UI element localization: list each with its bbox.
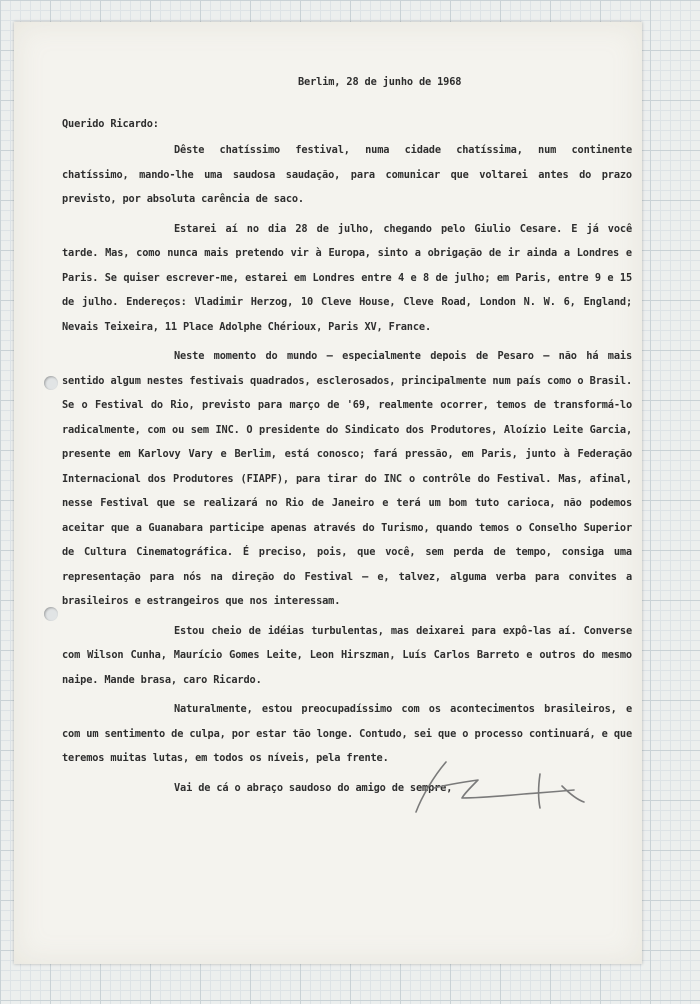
letter-sheet bbox=[14, 22, 642, 964]
letter-date: Berlim, 28 de junho de 1968 bbox=[298, 76, 462, 88]
letter-body bbox=[62, 70, 632, 800]
paragraph-festival: Dêste chatíssimo festival, numa cidade chatíssima, num continente chatíssimo, mando-lhe uma saudosa saudação, para comunicar que voltarei antes do prazo previsto, por absoluta carência de saco. bbox=[62, 144, 632, 205]
letter-closing: Vai de cá o abraço saudoso do amigo de sempre, bbox=[174, 781, 453, 794]
punch-hole-bottom bbox=[44, 607, 58, 621]
punch-hole-top bbox=[44, 376, 58, 390]
paragraph-ideas: Estou cheio de idéias turbulentas, mas deixarei para expô-las aí. Converse com Wilson Cunha, Maurício Gomes Leite, Leon Hirszman, Luís Carlos Barreto e outros do mesmo naipe. Mande brasa, caro Ricardo. bbox=[62, 624, 632, 686]
paragraph-festival-do-rio: Neste momento do mundo — especialmente depois de Pesaro — não há mais sentido algum nestes festivais quadrados, esclerosados, principalmente num país como o Brasil. Se o Festival do Rio, previsto para março de '69, realmente ocorrer, temos de transformá-lo radicalmente, com ou sem INC. O presidente do Sindicato dos Produtores, Aloízio Leite Garcia, presente em Karlovy Vary e Berlim, está conosco; fará pressão, em Paris, junto à Federação Internacional dos Produtores (FIAPF), para tirar do INC o contrôle do Festival. Mas, afinal, nesse Festival que se realizará no Rio de Janeiro e terá um bom tuto carioca, não podemos aceitar que a Guanabara participe apenas através do Turismo, quando temos o Conselho Superior de Cultura Cinematográfica. É preciso, pois, que você, sem perda de tempo, consiga uma representação para nós na direção do Festival — e, talvez, alguma verba para convites a brasileiros e estrangeiros que nos interessam. bbox=[62, 350, 632, 607]
paragraph-brazil-events: Naturalmente, estou preocupadíssimo com os acontecimentos brasileiros, e com um sentimento de culpa, por estar tão longe. Contudo, sei que o processo continuará, e que teremos muitas lutas, em todos os níveis, pela frente. bbox=[62, 703, 632, 764]
letter-salutation: Querido Ricardo: bbox=[62, 117, 159, 130]
paragraph-itinerary: Estarei aí no dia 28 de julho, chegando pelo Giulio Cesare. E já você tarde. Mas, como nunca mais pretendo vir à Europa, sinto a obrigação de ir ainda a Londres e Paris. Se quiser escrever-me, estarei em Londres entre 4 e 8 de julho; em Paris, entre 9 e 15 de julho. Endereços: Vladimir Herzog, 10 Cleve House, Cleve Road, London N. W. 6, England; Nevais Teixeira, 11 Place Adolphe Chérioux, Paris XV, France. bbox=[62, 222, 632, 333]
handwritten-signature bbox=[412, 758, 592, 818]
